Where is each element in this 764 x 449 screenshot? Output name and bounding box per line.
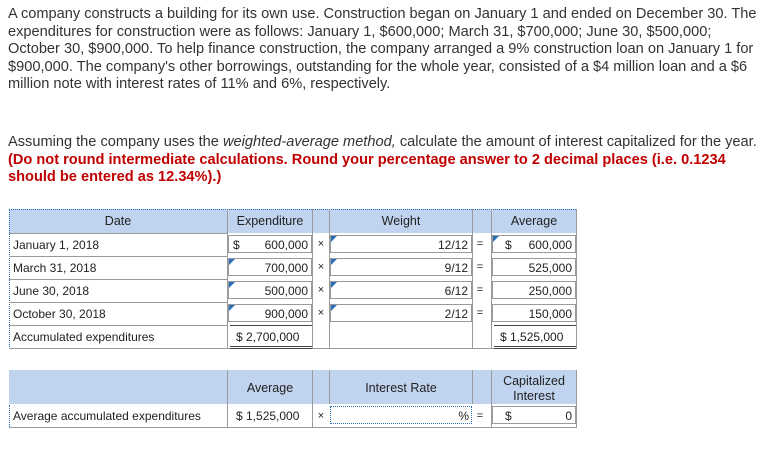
row-divider	[9, 279, 228, 280]
average-value: 525,000	[528, 261, 572, 275]
equals-operator: =	[476, 238, 484, 250]
average-value: 600,000	[528, 238, 572, 252]
question-method: weighted-average method,	[222, 134, 396, 150]
header-weight: Weight	[381, 214, 421, 228]
total-double-underline-2	[494, 348, 576, 349]
capitalized-interest-input[interactable]	[492, 406, 576, 424]
equals-operator: =	[476, 410, 484, 422]
column-divider	[472, 370, 473, 404]
equals-operator: =	[476, 307, 484, 319]
weight-value: 6/12	[444, 284, 468, 298]
expenditure-value: 700,000	[264, 261, 308, 275]
times-operator: ×	[317, 410, 325, 422]
avg-accum-value: $ 1,525,000	[236, 409, 300, 423]
column-divider	[491, 209, 492, 349]
question-middle: calculate the amount of interest capitalized for the year.	[395, 134, 757, 150]
header-average: Average	[510, 214, 558, 228]
column-divider	[472, 209, 473, 349]
column-divider	[491, 370, 492, 428]
row-date: March 31, 2018	[13, 261, 97, 275]
average-value: 150,000	[528, 307, 572, 321]
row-date: October 30, 2018	[13, 307, 106, 321]
column-divider	[227, 370, 228, 428]
times-operator: ×	[317, 284, 325, 296]
question-prefix: Assuming the company uses the	[8, 134, 223, 150]
expenditure-value: 900,000	[264, 307, 308, 321]
expenditure-value: 600,000	[264, 238, 308, 252]
weight-value: 12/12	[437, 238, 468, 252]
expenditure-input[interactable]	[228, 258, 312, 276]
interest-rate-input[interactable]	[330, 406, 472, 424]
total-average: $ 1,525,000	[500, 330, 564, 344]
sum-underline	[494, 325, 576, 326]
total-double-underline-1	[494, 346, 576, 347]
row-date: June 30, 2018	[13, 284, 90, 298]
column-divider	[329, 370, 330, 404]
row-divider	[9, 325, 228, 326]
total-label: Accumulated expenditures	[13, 330, 155, 344]
weight-value: 9/12	[444, 261, 468, 275]
column-divider	[312, 209, 313, 349]
average-input[interactable]	[492, 281, 576, 299]
times-operator: ×	[317, 238, 325, 250]
expenditure-input[interactable]	[228, 235, 312, 253]
equals-operator: =	[476, 284, 484, 296]
row-divider	[9, 256, 228, 257]
average-input[interactable]	[492, 235, 576, 253]
percent-sign: %	[458, 409, 469, 423]
weight-value: 2/12	[444, 307, 468, 321]
question-instruction: (Do not round intermediate calculations. Round your percentage answer to 2 decimal places (i.e. 0.1234 should be entered as 12.34%).)	[8, 151, 726, 186]
capitalized-interest-value: 0	[565, 409, 572, 423]
average-input[interactable]	[492, 258, 576, 276]
total-double-underline-2	[230, 348, 312, 349]
currency-symbol: $	[505, 238, 512, 252]
header-expenditure: Expenditure	[236, 214, 304, 228]
currency-symbol: $	[233, 238, 240, 252]
times-operator: ×	[317, 307, 325, 319]
row-divider	[9, 233, 228, 234]
average-value: 250,000	[528, 284, 572, 298]
avg-accum-label: Average accumulated expenditures	[13, 409, 201, 423]
column-divider	[312, 370, 313, 428]
column-divider	[576, 370, 577, 428]
equals-operator: =	[476, 261, 484, 273]
average-input[interactable]	[492, 304, 576, 322]
times-operator: ×	[317, 261, 325, 273]
header-interest-rate: Interest Rate	[365, 381, 437, 395]
problem-text: A company constructs a building for its own use. Construction began on January 1 and ended on December 30. The expenditures for construction were as follows: January 1, $600,000; March 31, $700,000; June 30, $500,000; October 30, $900,000. To help finance construction, the company arranged a 9% construction loan on January 1 for $900,000. The company's other borrowings, outstanding for the whole year, consisted of a $4 million loan and a $6 million note with interest rates of 11% and 6%, respectively.	[8, 6, 757, 93]
weight-input[interactable]	[330, 258, 472, 276]
total-expenditure: $ 2,700,000	[236, 330, 300, 344]
header-date: Date	[104, 214, 132, 228]
row-divider	[9, 302, 228, 303]
weight-input[interactable]	[330, 281, 472, 299]
header-capitalized-interest: Capitalized Interest	[503, 374, 565, 403]
currency-symbol: $	[505, 409, 512, 423]
sum-underline	[230, 325, 312, 326]
weight-input[interactable]	[330, 235, 472, 253]
weight-input[interactable]	[330, 304, 472, 322]
column-divider	[576, 209, 577, 349]
expenditure-value: 500,000	[264, 284, 308, 298]
row-date: January 1, 2018	[13, 238, 100, 252]
header-average2: Average	[246, 381, 294, 395]
expenditure-input[interactable]	[228, 281, 312, 299]
total-double-underline-1	[230, 346, 312, 347]
column-divider	[329, 209, 330, 349]
question-text	[8, 134, 760, 187]
expenditure-input[interactable]	[228, 304, 312, 322]
column-divider	[227, 209, 228, 349]
